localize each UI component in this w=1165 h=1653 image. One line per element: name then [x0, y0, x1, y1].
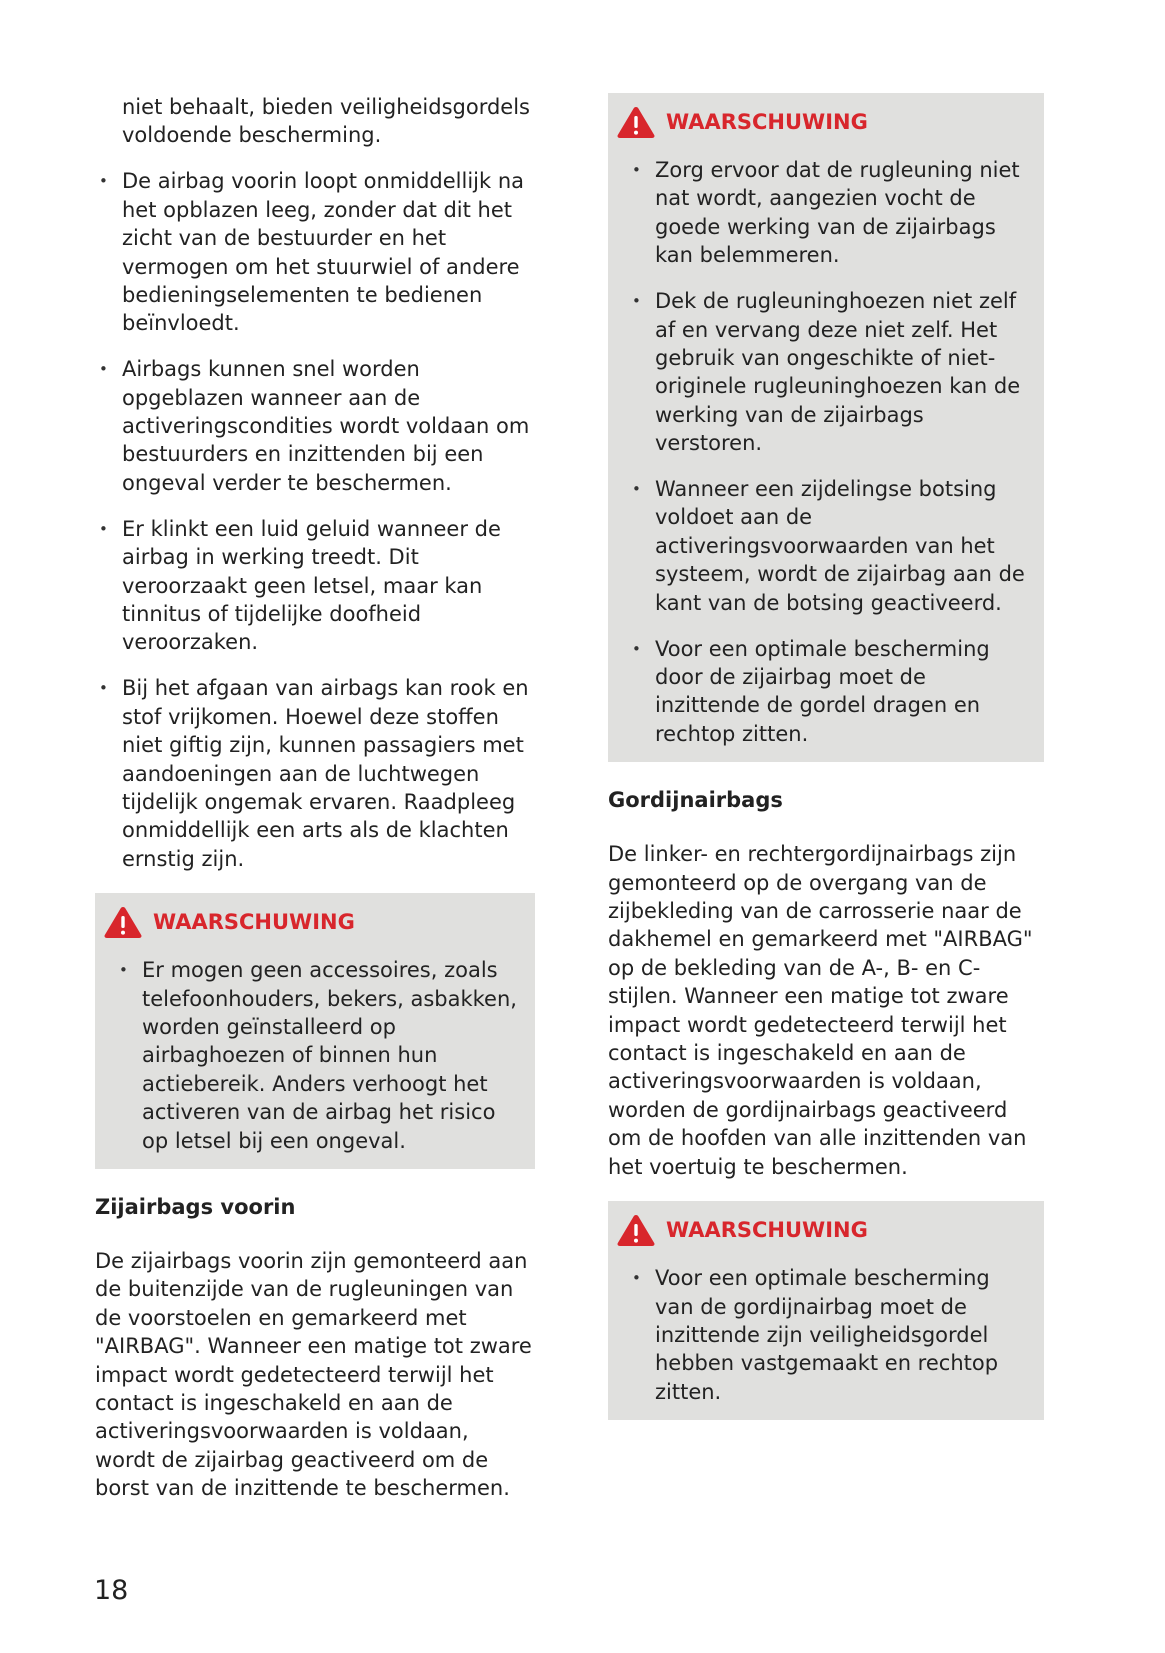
- list-item: • Zorg ervoor dat de rugleuning niet nat wordt, aangezien vocht de goede werking van de zijairbags kan belemmeren.: [628, 156, 1030, 270]
- left-column: [95, 93, 535, 1503]
- section-body: De zijairbags voorin zijn gemonteerd aan de buitenzijde van de rugleuningen van de voorstoelen en gemarkeerd met "AIRBAG". Wanneer een matige tot zware impact wordt gedetecteerd terwijl het contact is ingeschakeld en aan de activeringsvoorwaarden is voldaan, wordt de zijairbag geactiveerd om de borst van de inzittende te beschermen.: [95, 1249, 532, 1501]
- section-body: De linker- en rechtergordijnairbags zijn gemonteerd op de overgang van de zijbekleding van de carrosserie naar de dakhemel en gemarkeerd met "AIRBAG" op de bekleding van de A-, B- en C-stijlen. Wanneer een matige tot zware impact wordt gedetecteerd terwijl het contact is ingeschakeld en aan de activeringsvoorwaarden is voldaan, worden de gordijnairbags geactiveerd om de hoofden van alle inzittenden van het voertuig te beschermen.: [608, 842, 1033, 1179]
- list-item: • Wanneer een zijdelingse botsing voldoet aan de activeringsvoorwaarden van het systeem, wordt de zijairbag aan de kant van de botsing geactiveerd.: [628, 475, 1030, 617]
- warning-header: [616, 106, 1030, 138]
- warning-header: [616, 1214, 1030, 1246]
- warning-box: [608, 93, 1044, 762]
- list-item: • De airbag voorin loopt onmiddellijk na het opblazen leeg, zonder dat dit het zicht van de bestuurder en het vermogen om het stuurwiel of andere bedieningselementen te bedienen beïnvloedt.: [95, 167, 535, 337]
- list-item: • Airbags kunnen snel worden opgeblazen wanneer aan de activeringscondities wordt voldaan om bestuurders en inzittenden bij een ongeval verder te beschermen.: [95, 355, 535, 497]
- list-item: • Dek de rugleuninghoezen niet zelf af en vervang deze niet zelf. Het gebruik van ongeschikte of niet-originele rugleuninghoezen kan de werking van de zijairbags verstoren.: [628, 287, 1030, 457]
- warning-triangle-icon: [616, 105, 656, 139]
- list-item: • Voor een optimale bescherming van de gordijnairbag moet de inzittende zijn veiligheidsgordel hebben vastgemaakt en rechtop zitten.: [628, 1264, 1030, 1406]
- warning-box: [95, 893, 535, 1169]
- warning-triangle-icon: [103, 905, 143, 939]
- warning-header: [103, 906, 521, 938]
- list-item: • Er mogen geen accessoires, zoals telefoonhouders, bekers, asbakken, worden geïnstalleerd op airbaghoezen of binnen hun actiebereik. Anders verhoogt het activeren van de airbag het risico op letsel bij een ongeval.: [115, 956, 521, 1155]
- right-column: [608, 93, 1044, 1420]
- warning-title: WAARSCHUWING: [666, 1217, 868, 1242]
- warning-triangle-icon: [616, 1213, 656, 1247]
- section-heading: Gordijnairbags: [608, 788, 783, 813]
- warning-list: [628, 1264, 1030, 1406]
- continued-text: niet behaalt, bieden veiligheidsgordels voldoende bescherming.: [122, 95, 530, 148]
- page-number: 18: [94, 1575, 129, 1606]
- warning-list: [115, 956, 521, 1155]
- list-item: • Bij het afgaan van airbags kan rook en stof vrijkomen. Hoewel deze stoffen niet giftig zijn, kunnen passagiers met aandoeningen aan de luchtwegen tijdelijk ongemak ervaren. Raadpleeg onmiddellijk een arts als de klachten ernstig zijn.: [95, 674, 535, 873]
- section-heading: Zijairbags voorin: [95, 1195, 296, 1219]
- list-item: • Voor een optimale bescherming door de zijairbag moet de inzittende de gordel dragen en rechtop zitten.: [628, 635, 1030, 749]
- warning-title: WAARSCHUWING: [153, 909, 355, 934]
- warning-box: [608, 1201, 1044, 1420]
- warning-list: [628, 156, 1030, 748]
- bullet-list: [95, 167, 535, 873]
- warning-title: WAARSCHUWING: [666, 109, 868, 134]
- list-item: • Er klinkt een luid geluid wanneer de airbag in werking treedt. Dit veroorzaakt geen letsel, maar kan tinnitus of tijdelijke doofheid veroorzaken.: [95, 515, 535, 657]
